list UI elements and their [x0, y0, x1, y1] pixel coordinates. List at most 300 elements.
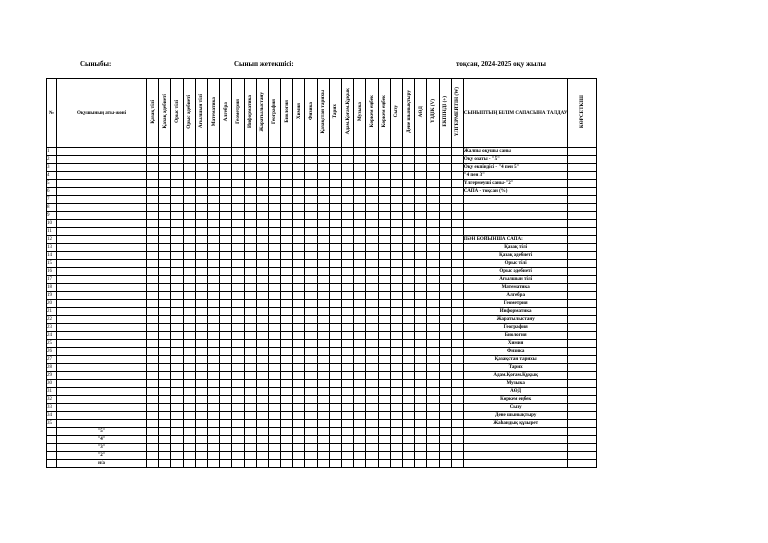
- student-name-cell[interactable]: [57, 252, 147, 260]
- grade-cell[interactable]: [342, 260, 354, 268]
- grade-cell[interactable]: [427, 300, 439, 308]
- grade-cell[interactable]: [171, 324, 183, 332]
- grade-cell[interactable]: [244, 332, 256, 340]
- indicator-cell[interactable]: [568, 284, 597, 292]
- summary-cell[interactable]: [451, 436, 463, 444]
- grade-cell[interactable]: [354, 148, 366, 156]
- grade-cell[interactable]: [366, 356, 378, 364]
- summary-cell[interactable]: [232, 460, 244, 468]
- grade-cell[interactable]: [402, 212, 414, 220]
- grade-cell[interactable]: [402, 228, 414, 236]
- grade-cell[interactable]: [183, 388, 195, 396]
- grade-cell[interactable]: [305, 348, 317, 356]
- grade-cell[interactable]: [232, 180, 244, 188]
- indicator-cell[interactable]: [568, 340, 597, 348]
- summary-cell[interactable]: [268, 460, 280, 468]
- grade-cell[interactable]: [256, 236, 268, 244]
- grade-cell[interactable]: [147, 172, 159, 180]
- grade-cell[interactable]: [305, 228, 317, 236]
- summary-cell[interactable]: [232, 452, 244, 460]
- grade-cell[interactable]: [329, 388, 341, 396]
- grade-cell[interactable]: [390, 316, 402, 324]
- grade-cell[interactable]: [342, 244, 354, 252]
- grade-cell[interactable]: [171, 180, 183, 188]
- grade-cell[interactable]: [256, 156, 268, 164]
- grade-cell[interactable]: [427, 420, 439, 428]
- grade-cell[interactable]: [220, 332, 232, 340]
- grade-cell[interactable]: [439, 212, 451, 220]
- grade-cell[interactable]: [281, 156, 293, 164]
- grade-cell[interactable]: [220, 196, 232, 204]
- grade-cell[interactable]: [171, 188, 183, 196]
- grade-cell[interactable]: [390, 188, 402, 196]
- grade-cell[interactable]: [244, 420, 256, 428]
- summary-cell[interactable]: [402, 452, 414, 460]
- summary-cell[interactable]: [390, 436, 402, 444]
- grade-cell[interactable]: [317, 324, 329, 332]
- grade-cell[interactable]: [293, 340, 305, 348]
- grade-cell[interactable]: [390, 324, 402, 332]
- grade-cell[interactable]: [207, 316, 219, 324]
- grade-cell[interactable]: [293, 316, 305, 324]
- summary-cell[interactable]: [427, 444, 439, 452]
- grade-cell[interactable]: [281, 412, 293, 420]
- grade-cell[interactable]: [378, 340, 390, 348]
- summary-cell[interactable]: [232, 444, 244, 452]
- grade-cell[interactable]: [195, 396, 207, 404]
- grade-cell[interactable]: [451, 412, 463, 420]
- grade-cell[interactable]: [293, 236, 305, 244]
- grade-cell[interactable]: [427, 228, 439, 236]
- grade-cell[interactable]: [439, 324, 451, 332]
- grade-cell[interactable]: [305, 340, 317, 348]
- grade-cell[interactable]: [451, 188, 463, 196]
- grade-cell[interactable]: [378, 156, 390, 164]
- grade-cell[interactable]: [329, 396, 341, 404]
- student-name-cell[interactable]: [57, 332, 147, 340]
- grade-cell[interactable]: [451, 308, 463, 316]
- summary-cell[interactable]: [232, 428, 244, 436]
- grade-cell[interactable]: [244, 324, 256, 332]
- grade-cell[interactable]: [281, 196, 293, 204]
- grade-cell[interactable]: [232, 220, 244, 228]
- grade-cell[interactable]: [342, 388, 354, 396]
- summary-cell[interactable]: [268, 436, 280, 444]
- student-name-cell[interactable]: [57, 236, 147, 244]
- summary-cell[interactable]: [390, 428, 402, 436]
- grade-cell[interactable]: [451, 212, 463, 220]
- student-name-cell[interactable]: [57, 212, 147, 220]
- grade-cell[interactable]: [195, 212, 207, 220]
- grade-cell[interactable]: [207, 236, 219, 244]
- grade-cell[interactable]: [329, 244, 341, 252]
- summary-cell[interactable]: [415, 428, 427, 436]
- grade-cell[interactable]: [439, 284, 451, 292]
- grade-cell[interactable]: [207, 220, 219, 228]
- grade-cell[interactable]: [378, 308, 390, 316]
- grade-cell[interactable]: [451, 228, 463, 236]
- grade-cell[interactable]: [305, 420, 317, 428]
- grade-cell[interactable]: [427, 276, 439, 284]
- grade-cell[interactable]: [439, 340, 451, 348]
- grade-cell[interactable]: [147, 260, 159, 268]
- grade-cell[interactable]: [354, 180, 366, 188]
- grade-cell[interactable]: [244, 380, 256, 388]
- grade-cell[interactable]: [342, 212, 354, 220]
- grade-cell[interactable]: [390, 380, 402, 388]
- grade-cell[interactable]: [244, 196, 256, 204]
- grade-cell[interactable]: [281, 228, 293, 236]
- grade-cell[interactable]: [354, 316, 366, 324]
- student-name-cell[interactable]: [57, 380, 147, 388]
- grade-cell[interactable]: [342, 148, 354, 156]
- grade-cell[interactable]: [415, 268, 427, 276]
- summary-cell[interactable]: [451, 460, 463, 468]
- grade-cell[interactable]: [281, 284, 293, 292]
- grade-cell[interactable]: [402, 372, 414, 380]
- grade-cell[interactable]: [354, 204, 366, 212]
- grade-cell[interactable]: [183, 324, 195, 332]
- grade-cell[interactable]: [378, 388, 390, 396]
- grade-cell[interactable]: [378, 236, 390, 244]
- grade-cell[interactable]: [256, 348, 268, 356]
- grade-cell[interactable]: [244, 188, 256, 196]
- grade-cell[interactable]: [147, 180, 159, 188]
- grade-cell[interactable]: [366, 180, 378, 188]
- grade-cell[interactable]: [195, 356, 207, 364]
- indicator-cell[interactable]: [568, 420, 597, 428]
- grade-cell[interactable]: [232, 364, 244, 372]
- grade-cell[interactable]: [171, 228, 183, 236]
- grade-cell[interactable]: [390, 356, 402, 364]
- grade-cell[interactable]: [147, 292, 159, 300]
- student-name-cell[interactable]: [57, 412, 147, 420]
- grade-cell[interactable]: [207, 324, 219, 332]
- grade-cell[interactable]: [354, 268, 366, 276]
- grade-cell[interactable]: [317, 204, 329, 212]
- grade-cell[interactable]: [305, 284, 317, 292]
- grade-cell[interactable]: [147, 348, 159, 356]
- summary-cell[interactable]: [159, 452, 171, 460]
- grade-cell[interactable]: [305, 276, 317, 284]
- grade-cell[interactable]: [207, 180, 219, 188]
- summary-cell[interactable]: [378, 452, 390, 460]
- grade-cell[interactable]: [147, 188, 159, 196]
- indicator-cell[interactable]: [568, 172, 597, 180]
- grade-cell[interactable]: [317, 236, 329, 244]
- indicator-cell[interactable]: [568, 396, 597, 404]
- grade-cell[interactable]: [293, 420, 305, 428]
- student-name-cell[interactable]: [57, 356, 147, 364]
- grade-cell[interactable]: [232, 164, 244, 172]
- grade-cell[interactable]: [244, 228, 256, 236]
- grade-cell[interactable]: [415, 204, 427, 212]
- grade-cell[interactable]: [402, 284, 414, 292]
- grade-cell[interactable]: [415, 396, 427, 404]
- grade-cell[interactable]: [402, 348, 414, 356]
- grade-cell[interactable]: [329, 164, 341, 172]
- summary-cell[interactable]: [147, 452, 159, 460]
- grade-cell[interactable]: [159, 148, 171, 156]
- grade-cell[interactable]: [159, 220, 171, 228]
- grade-cell[interactable]: [354, 396, 366, 404]
- grade-cell[interactable]: [281, 164, 293, 172]
- grade-cell[interactable]: [147, 236, 159, 244]
- grade-cell[interactable]: [171, 380, 183, 388]
- grade-cell[interactable]: [171, 196, 183, 204]
- grade-cell[interactable]: [281, 188, 293, 196]
- grade-cell[interactable]: [415, 228, 427, 236]
- summary-cell[interactable]: [366, 436, 378, 444]
- grade-cell[interactable]: [317, 356, 329, 364]
- grade-cell[interactable]: [147, 372, 159, 380]
- summary-cell[interactable]: [378, 460, 390, 468]
- grade-cell[interactable]: [281, 372, 293, 380]
- student-name-cell[interactable]: [57, 180, 147, 188]
- grade-cell[interactable]: [220, 404, 232, 412]
- grade-cell[interactable]: [147, 196, 159, 204]
- grade-cell[interactable]: [220, 388, 232, 396]
- grade-cell[interactable]: [147, 156, 159, 164]
- grade-cell[interactable]: [354, 364, 366, 372]
- summary-cell[interactable]: [317, 444, 329, 452]
- grade-cell[interactable]: [390, 236, 402, 244]
- grade-cell[interactable]: [195, 276, 207, 284]
- grade-cell[interactable]: [256, 188, 268, 196]
- grade-cell[interactable]: [329, 404, 341, 412]
- grade-cell[interactable]: [378, 396, 390, 404]
- grade-cell[interactable]: [317, 180, 329, 188]
- grade-cell[interactable]: [159, 268, 171, 276]
- summary-cell[interactable]: [402, 436, 414, 444]
- grade-cell[interactable]: [293, 364, 305, 372]
- grade-cell[interactable]: [159, 260, 171, 268]
- grade-cell[interactable]: [232, 388, 244, 396]
- grade-cell[interactable]: [390, 172, 402, 180]
- grade-cell[interactable]: [305, 268, 317, 276]
- grade-cell[interactable]: [281, 300, 293, 308]
- grade-cell[interactable]: [171, 244, 183, 252]
- grade-cell[interactable]: [390, 268, 402, 276]
- grade-cell[interactable]: [354, 260, 366, 268]
- grade-cell[interactable]: [402, 220, 414, 228]
- grade-cell[interactable]: [402, 404, 414, 412]
- grade-cell[interactable]: [378, 260, 390, 268]
- summary-cell[interactable]: [207, 436, 219, 444]
- grade-cell[interactable]: [220, 204, 232, 212]
- grade-cell[interactable]: [159, 292, 171, 300]
- summary-cell[interactable]: [317, 452, 329, 460]
- summary-cell[interactable]: [439, 460, 451, 468]
- grade-cell[interactable]: [220, 324, 232, 332]
- grade-cell[interactable]: [402, 276, 414, 284]
- summary-cell[interactable]: [195, 436, 207, 444]
- summary-cell[interactable]: [159, 460, 171, 468]
- grade-cell[interactable]: [147, 404, 159, 412]
- grade-cell[interactable]: [415, 380, 427, 388]
- grade-cell[interactable]: [439, 412, 451, 420]
- indicator-cell[interactable]: [568, 244, 597, 252]
- grade-cell[interactable]: [232, 404, 244, 412]
- grade-cell[interactable]: [195, 316, 207, 324]
- grade-cell[interactable]: [378, 228, 390, 236]
- grade-cell[interactable]: [207, 356, 219, 364]
- summary-cell[interactable]: [293, 444, 305, 452]
- grade-cell[interactable]: [342, 196, 354, 204]
- grade-cell[interactable]: [366, 172, 378, 180]
- grade-cell[interactable]: [439, 276, 451, 284]
- grade-cell[interactable]: [159, 188, 171, 196]
- grade-cell[interactable]: [183, 380, 195, 388]
- grade-cell[interactable]: [232, 308, 244, 316]
- grade-cell[interactable]: [232, 292, 244, 300]
- grade-cell[interactable]: [256, 172, 268, 180]
- grade-cell[interactable]: [402, 156, 414, 164]
- grade-cell[interactable]: [354, 252, 366, 260]
- summary-cell[interactable]: [354, 444, 366, 452]
- grade-cell[interactable]: [439, 388, 451, 396]
- grade-cell[interactable]: [317, 172, 329, 180]
- indicator-cell[interactable]: [568, 412, 597, 420]
- grade-cell[interactable]: [378, 420, 390, 428]
- grade-cell[interactable]: [293, 188, 305, 196]
- grade-cell[interactable]: [366, 148, 378, 156]
- grade-cell[interactable]: [342, 276, 354, 284]
- grade-cell[interactable]: [147, 228, 159, 236]
- summary-cell[interactable]: [366, 428, 378, 436]
- summary-cell[interactable]: [244, 452, 256, 460]
- grade-cell[interactable]: [220, 252, 232, 260]
- grade-cell[interactable]: [342, 164, 354, 172]
- grade-cell[interactable]: [268, 340, 280, 348]
- grade-cell[interactable]: [220, 316, 232, 324]
- grade-cell[interactable]: [317, 332, 329, 340]
- grade-cell[interactable]: [207, 396, 219, 404]
- grade-cell[interactable]: [402, 380, 414, 388]
- grade-cell[interactable]: [439, 308, 451, 316]
- grade-cell[interactable]: [244, 348, 256, 356]
- grade-cell[interactable]: [305, 372, 317, 380]
- grade-cell[interactable]: [305, 396, 317, 404]
- grade-cell[interactable]: [427, 204, 439, 212]
- grade-cell[interactable]: [402, 420, 414, 428]
- grade-cell[interactable]: [147, 252, 159, 260]
- grade-cell[interactable]: [354, 348, 366, 356]
- grade-cell[interactable]: [256, 292, 268, 300]
- grade-cell[interactable]: [354, 332, 366, 340]
- grade-cell[interactable]: [281, 340, 293, 348]
- grade-cell[interactable]: [195, 412, 207, 420]
- grade-cell[interactable]: [293, 228, 305, 236]
- summary-cell[interactable]: [317, 428, 329, 436]
- grade-cell[interactable]: [415, 308, 427, 316]
- grade-cell[interactable]: [147, 148, 159, 156]
- summary-cell[interactable]: [207, 428, 219, 436]
- grade-cell[interactable]: [171, 148, 183, 156]
- grade-cell[interactable]: [451, 236, 463, 244]
- grade-cell[interactable]: [171, 260, 183, 268]
- grade-cell[interactable]: [171, 204, 183, 212]
- grade-cell[interactable]: [378, 180, 390, 188]
- grade-cell[interactable]: [159, 164, 171, 172]
- grade-cell[interactable]: [378, 356, 390, 364]
- grade-cell[interactable]: [232, 188, 244, 196]
- grade-cell[interactable]: [195, 380, 207, 388]
- grade-cell[interactable]: [390, 404, 402, 412]
- grade-cell[interactable]: [159, 388, 171, 396]
- grade-cell[interactable]: [305, 308, 317, 316]
- summary-cell[interactable]: [268, 452, 280, 460]
- summary-cell[interactable]: [183, 452, 195, 460]
- grade-cell[interactable]: [256, 260, 268, 268]
- grade-cell[interactable]: [147, 364, 159, 372]
- grade-cell[interactable]: [439, 348, 451, 356]
- grade-cell[interactable]: [366, 388, 378, 396]
- indicator-cell[interactable]: [568, 308, 597, 316]
- grade-cell[interactable]: [268, 268, 280, 276]
- grade-cell[interactable]: [293, 284, 305, 292]
- grade-cell[interactable]: [232, 148, 244, 156]
- summary-cell[interactable]: [183, 436, 195, 444]
- grade-cell[interactable]: [451, 404, 463, 412]
- grade-cell[interactable]: [244, 284, 256, 292]
- grade-cell[interactable]: [427, 268, 439, 276]
- grade-cell[interactable]: [439, 372, 451, 380]
- grade-cell[interactable]: [244, 276, 256, 284]
- summary-cell[interactable]: [159, 444, 171, 452]
- grade-cell[interactable]: [305, 220, 317, 228]
- grade-cell[interactable]: [378, 300, 390, 308]
- grade-cell[interactable]: [256, 196, 268, 204]
- summary-cell[interactable]: [305, 436, 317, 444]
- grade-cell[interactable]: [147, 356, 159, 364]
- grade-cell[interactable]: [159, 316, 171, 324]
- grade-cell[interactable]: [232, 172, 244, 180]
- grade-cell[interactable]: [183, 148, 195, 156]
- grade-cell[interactable]: [402, 260, 414, 268]
- summary-cell[interactable]: [402, 444, 414, 452]
- student-name-cell[interactable]: [57, 324, 147, 332]
- grade-cell[interactable]: [439, 420, 451, 428]
- grade-cell[interactable]: [329, 204, 341, 212]
- grade-cell[interactable]: [317, 404, 329, 412]
- grade-cell[interactable]: [244, 412, 256, 420]
- grade-cell[interactable]: [256, 324, 268, 332]
- grade-cell[interactable]: [171, 172, 183, 180]
- grade-cell[interactable]: [451, 396, 463, 404]
- grade-cell[interactable]: [183, 420, 195, 428]
- summary-cell[interactable]: [244, 436, 256, 444]
- grade-cell[interactable]: [439, 268, 451, 276]
- summary-cell[interactable]: [171, 428, 183, 436]
- student-name-cell[interactable]: [57, 156, 147, 164]
- grade-cell[interactable]: [232, 316, 244, 324]
- grade-cell[interactable]: [159, 196, 171, 204]
- summary-cell[interactable]: [427, 428, 439, 436]
- grade-cell[interactable]: [232, 380, 244, 388]
- grade-cell[interactable]: [195, 204, 207, 212]
- grade-cell[interactable]: [207, 380, 219, 388]
- summary-cell[interactable]: [268, 428, 280, 436]
- grade-cell[interactable]: [366, 372, 378, 380]
- grade-cell[interactable]: [402, 324, 414, 332]
- summary-cell[interactable]: [281, 444, 293, 452]
- indicator-cell[interactable]: [568, 220, 597, 228]
- grade-cell[interactable]: [232, 396, 244, 404]
- indicator-cell[interactable]: [568, 300, 597, 308]
- grade-cell[interactable]: [195, 332, 207, 340]
- grade-cell[interactable]: [195, 252, 207, 260]
